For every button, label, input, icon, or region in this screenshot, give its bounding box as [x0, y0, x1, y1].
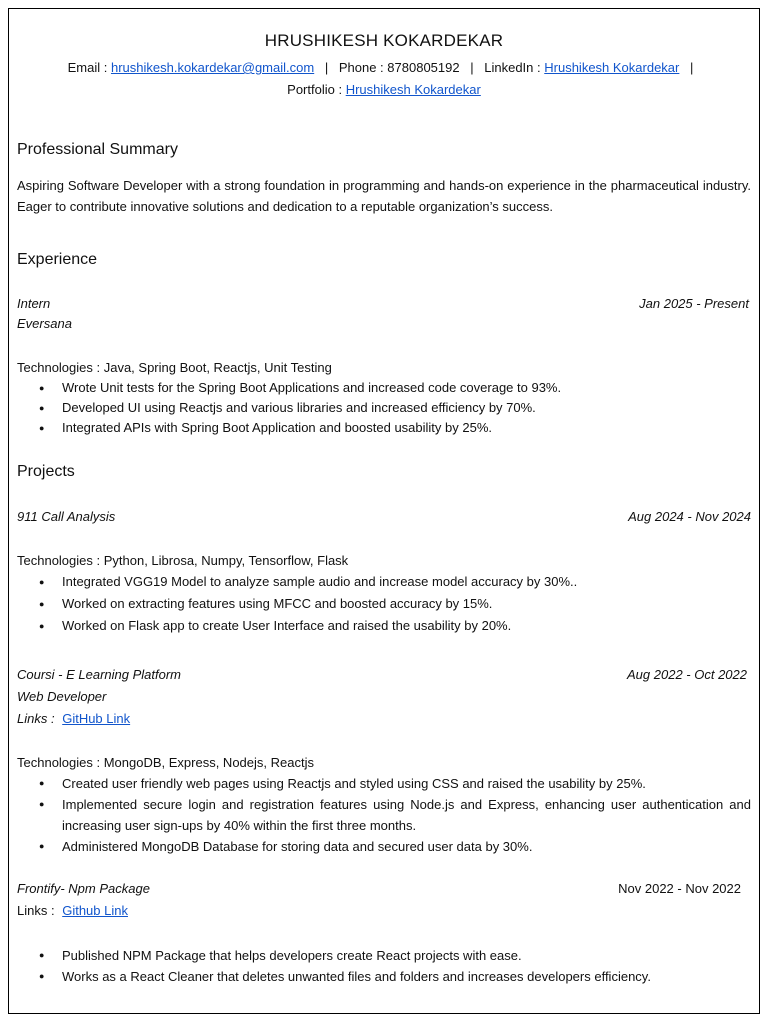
- project-frontify-bullets: [17, 945, 751, 987]
- separator: |: [470, 60, 474, 75]
- list-item: ● Works as a React Cleaner that deletes unwanted files and folders and increases developers efficiency.: [17, 966, 751, 987]
- list-item: ● Implemented secure login and registration features using Node.js and Express, enhancing user authentication and increasing user sign-ups by 40% within the first three months.: [17, 794, 751, 836]
- list-item: ● Developed UI using Reactjs and various libraries and increased efficiency by 70%.: [17, 398, 751, 418]
- experience-tech: Technologies : Java, Spring Boot, Reactjs, Unit Testing: [17, 360, 332, 375]
- separator: |: [690, 60, 694, 75]
- linkedin-link[interactable]: Hrushikesh Kokardekar: [544, 60, 680, 75]
- email-label: Email :: [67, 60, 108, 75]
- experience-heading: Experience: [17, 251, 98, 268]
- list-item: ● Worked on Flask app to create User Interface and raised the usability by 20%.: [17, 615, 751, 637]
- project-coursi-bullets: [17, 773, 751, 857]
- separator: |: [324, 60, 329, 75]
- project-coursi-role: Web Developer: [17, 689, 107, 704]
- project-911-row: [17, 507, 751, 527]
- summary-heading: Professional Summary: [17, 141, 178, 158]
- project-911-name: 911 Call Analysis: [17, 509, 116, 524]
- links-label: Links :: [17, 903, 55, 918]
- phone-label: Phone :: [338, 60, 384, 75]
- project-frontify-row: [17, 879, 751, 899]
- project-911-tech: Technologies : Python, Librosa, Numpy, Tensorflow, Flask: [17, 553, 349, 568]
- list-item: ● Published NPM Package that helps developers create React projects with ease.: [17, 945, 751, 966]
- list-item: ● Administered MongoDB Database for storing data and secured user data by 30%.: [17, 836, 751, 857]
- project-frontify-links: [17, 901, 751, 921]
- resume-page: [8, 8, 760, 1014]
- project-coursi-links: [17, 709, 751, 729]
- phone-number: 8780805192: [387, 60, 460, 75]
- github-link[interactable]: GitHub Link: [62, 711, 131, 726]
- experience-role-row: [17, 294, 751, 314]
- project-coursi-name: Coursi - E Learning Platform: [17, 667, 182, 682]
- project-frontify-name: Frontify- Npm Package: [17, 881, 150, 896]
- project-coursi-row: [17, 665, 751, 685]
- linkedin-label: LinkedIn :: [484, 60, 541, 75]
- email-link[interactable]: hrushikesh.kokardekar@gmail.com: [110, 60, 315, 75]
- list-item: ● Created user friendly web pages using Reactjs and styled using CSS and raised the usability by 25%.: [17, 773, 751, 794]
- experience-company: Eversana: [17, 316, 72, 331]
- experience-role: Intern: [17, 296, 51, 311]
- experience-dates: Jan 2025 - Present: [639, 296, 749, 311]
- projects-heading: Projects: [17, 463, 75, 480]
- project-coursi-tech: Technologies : MongoDB, Express, Nodejs, Reactjs: [17, 755, 314, 770]
- project-coursi-dates: Aug 2022 - Oct 2022: [627, 667, 747, 682]
- list-item: ● Worked on extracting features using MFCC and boosted accuracy by 15%.: [17, 593, 751, 615]
- list-item: ● Wrote Unit tests for the Spring Boot Applications and increased code coverage to 93%.: [17, 378, 751, 398]
- links-label: Links :: [17, 711, 55, 726]
- list-item: ● Integrated APIs with Spring Boot Application and boosted usability by 25%.: [17, 418, 751, 438]
- candidate-name: HRUSHIKESH KOKARDEKAR: [264, 31, 504, 50]
- contact-info: [17, 57, 751, 101]
- portfolio-label: Portfolio :: [287, 82, 343, 97]
- project-frontify-dates: Nov 2022 - Nov 2022: [618, 881, 741, 896]
- list-item: ● Integrated VGG19 Model to analyze sample audio and increase model accuracy by 30%..: [17, 571, 751, 593]
- experience-bullets: [17, 378, 751, 438]
- project-911-bullets: [17, 571, 751, 637]
- summary-text: Aspiring Software Developer with a strong foundation in programming and hands-on experience in the pharmaceutical industry. Eager to contribute innovative solutions and dedication to a reputable organization’s success.: [17, 178, 751, 214]
- project-911-dates: Aug 2024 - Nov 2024: [628, 509, 751, 524]
- portfolio-link[interactable]: Hrushikesh Kokardekar: [345, 82, 481, 97]
- github-link[interactable]: Github Link: [62, 903, 128, 918]
